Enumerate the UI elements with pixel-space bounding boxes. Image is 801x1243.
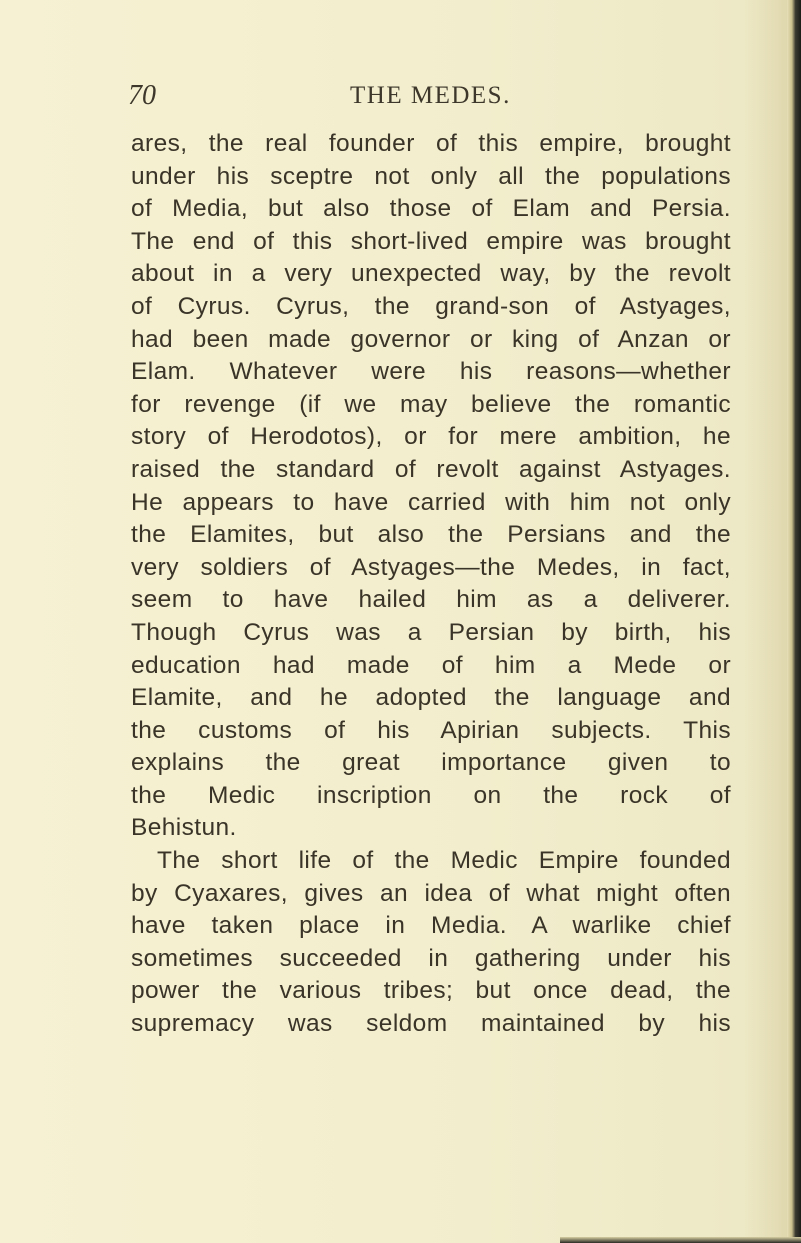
- text-line: for revenge (if we may believe the romantic: [131, 390, 731, 418]
- text-line: under his sceptre not only all the populations: [131, 162, 731, 190]
- text-line: sometimes succeeded in gathering under his: [131, 944, 731, 972]
- page-binding-edge: [787, 0, 801, 1243]
- text-line: the customs of his Apirian subjects. This: [131, 716, 731, 744]
- text-line: explains the great importance given to: [131, 749, 731, 777]
- text-line: by Cyaxares, gives an idea of what might often: [131, 879, 731, 907]
- text-line: Elamite, and he adopted the language and: [131, 684, 731, 712]
- text-line: education had made of him a Mede or: [131, 651, 731, 679]
- text-line: Elam. Whatever were his reasons—whether: [131, 358, 731, 386]
- text-line: of Media, but also those of Elam and Persia.: [131, 195, 731, 223]
- text-line: have taken place in Media. A warlike chief: [131, 912, 731, 940]
- page-header: [128, 80, 728, 120]
- text-line: ares, the real founder of this empire, brought: [131, 130, 731, 157]
- text-line: the Elamites, but also the Persians and the: [131, 521, 731, 549]
- paragraph-start-line: The short life of the Medic Empire founded: [157, 847, 731, 875]
- text-line: raised the standard of revolt against Astyages.: [131, 455, 731, 483]
- text-line: of Cyrus. Cyrus, the grand-son of Astyages,: [131, 292, 731, 320]
- text-line: Though Cyrus was a Persian by birth, his: [131, 618, 731, 646]
- text-line: supremacy was seldom maintained by his: [131, 1010, 731, 1038]
- text-line: very soldiers of Astyages—the Medes, in fact,: [131, 553, 731, 581]
- text-line: about in a very unexpected way, by the revolt: [131, 260, 731, 288]
- page-bottom-edge: [560, 1237, 801, 1243]
- text-line: story of Herodotos), or for mere ambition, he: [131, 423, 731, 451]
- text-line: the Medic inscription on the rock of: [131, 781, 731, 809]
- page-number: 70: [128, 80, 156, 111]
- body-text: [131, 128, 731, 1041]
- text-line: The end of this short-lived empire was brought: [131, 227, 731, 255]
- text-line: seem to have hailed him as a deliverer.: [131, 586, 731, 614]
- text-line: had been made governor or king of Anzan or: [131, 325, 731, 353]
- running-head: THE MEDES.: [350, 82, 511, 109]
- text-line: power the various tribes; but once dead, the: [131, 977, 731, 1005]
- text-line: He appears to have carried with him not only: [131, 488, 731, 516]
- paragraph-end-line: Behistun.: [131, 814, 237, 842]
